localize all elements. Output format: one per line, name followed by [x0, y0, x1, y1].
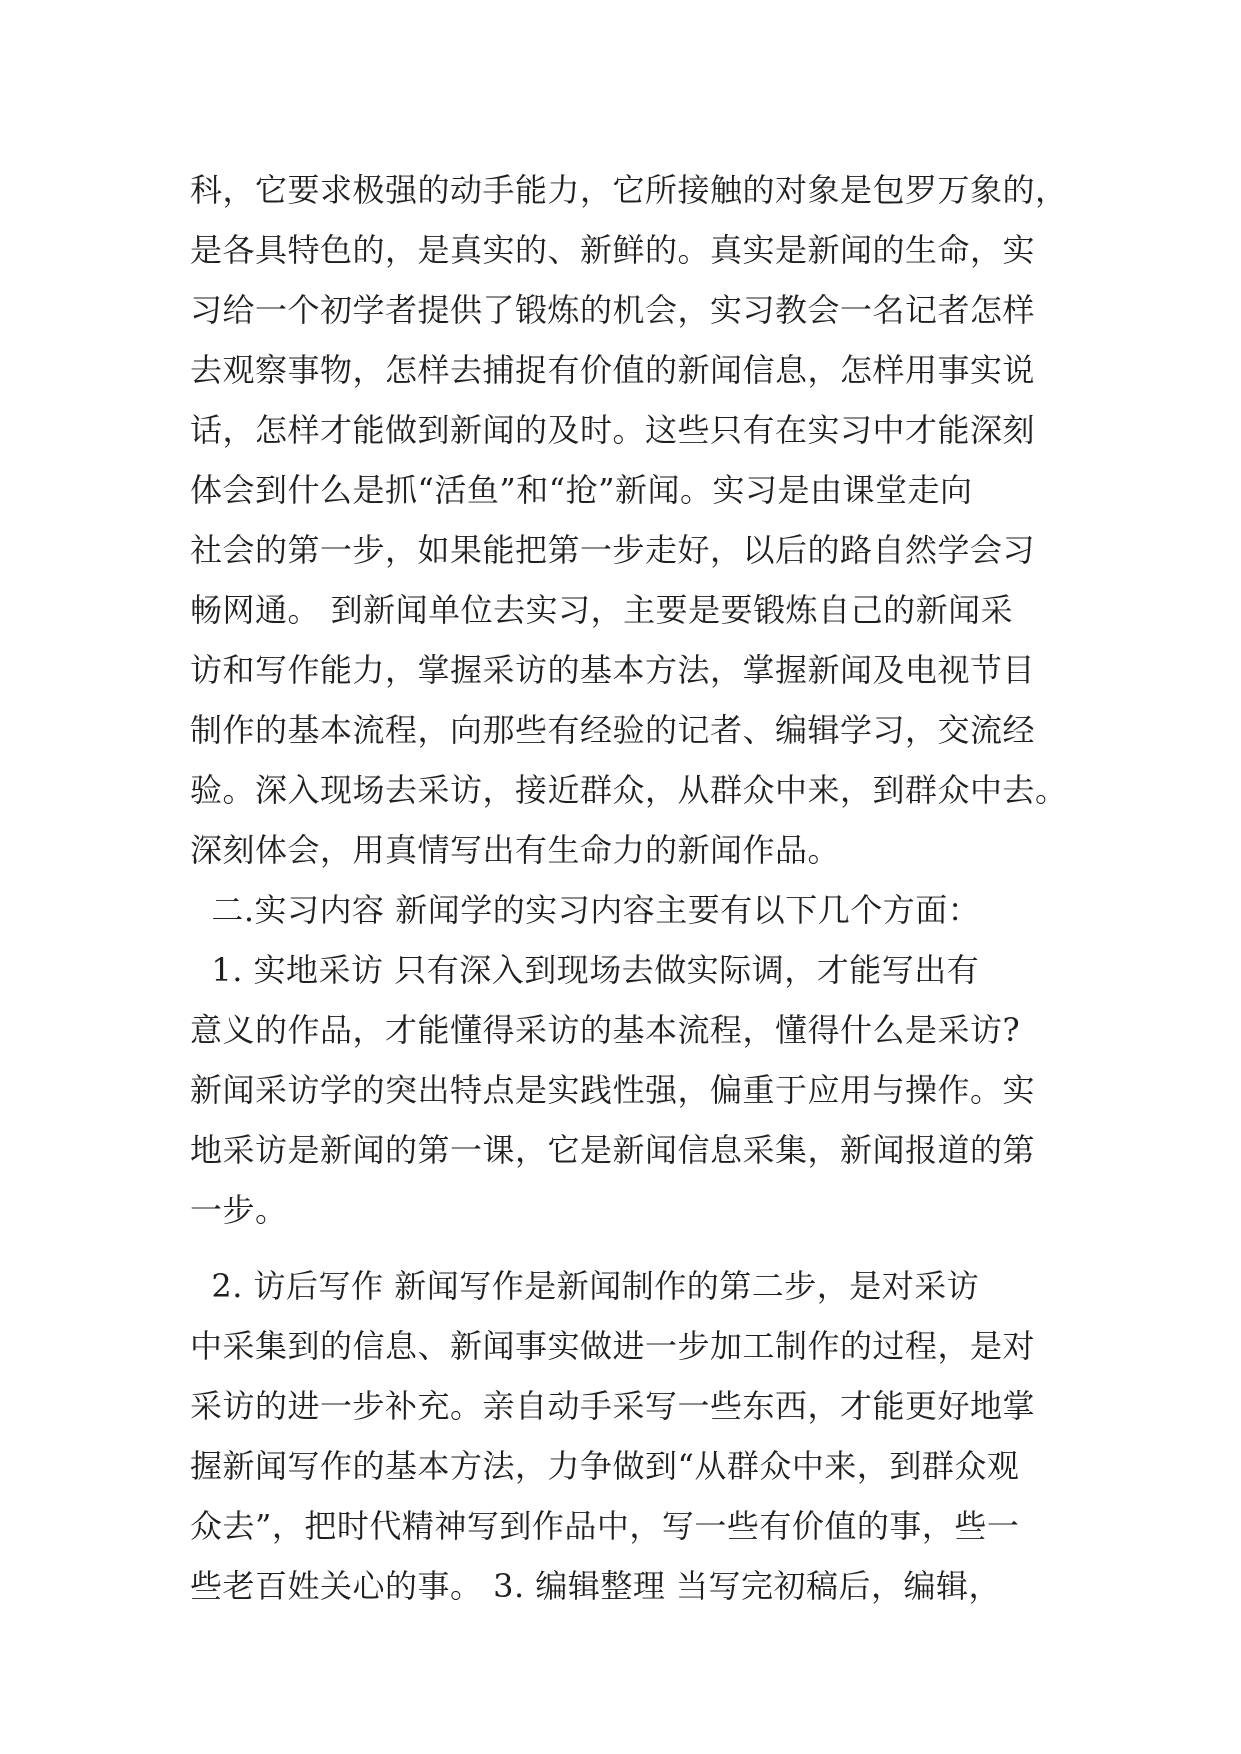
text-line: 社会的第一步，如果能把第一步走好，以后的路自然学会习: [190, 531, 1036, 569]
text-line: 地采访是新闻的第一课，它是新闻信息采集，新闻报道的第: [190, 1131, 1036, 1169]
text-line: 话，怎样才能做到新闻的及时。这些只有在实习中才能深刻: [190, 411, 1036, 449]
text-line: 意义的作品，才能懂得采访的基本流程，懂得什么是采访?: [190, 1011, 1021, 1049]
text-line: 访和写作能力，掌握采访的基本方法，掌握新闻及电视节目: [190, 651, 1036, 689]
list-item-2: 2. 访后写作 新闻写作是新闻制作的第二步，是对采访: [190, 1267, 980, 1305]
text-line: 畅网通。 到新闻单位去实习，主要是要锻炼自己的新闻采: [190, 591, 1014, 629]
text-line: 采访的进一步补充。亲自动手采写一些东西，才能更好地掌: [190, 1387, 1036, 1425]
text-line: 握新闻写作的基本方法，力争做到“从群众中来，到群众观: [190, 1447, 1020, 1485]
text-line: 中采集到的信息、新闻事实做进一步加工制作的过程，是对: [190, 1327, 1036, 1365]
text-line: 科，它要求极强的动手能力，它所接触的对象是包罗万象的，: [190, 171, 1068, 209]
text-line: 习给一个初学者提供了锻炼的机会，实习教会一名记者怎样: [190, 291, 1036, 329]
text-line: 体会到什么是抓“活鱼”和“抢”新闻。实习是由课堂走向: [190, 471, 973, 509]
text-line: 众去”，把时代精神写到作品中，写一些有价值的事，些一: [190, 1507, 1020, 1545]
section-heading: 二.实习内容 新闻学的实习内容主要有以下几个方面：: [190, 891, 981, 929]
text-line: 是各具特色的，是真实的、新鲜的。真实是新闻的生命，实: [190, 231, 1036, 269]
paragraph-gap: [190, 1240, 1060, 1256]
body-text: [190, 160, 1068, 1616]
text-line: 些老百姓关心的事。 3. 编辑整理 当写完初稿后，编辑，: [190, 1567, 1002, 1605]
text-line: 深刻体会，用真情写出有生命力的新闻作品。: [190, 831, 841, 869]
text-line: 新闻采访学的突出特点是实践性强，偏重于应用与操作。实: [190, 1071, 1036, 1109]
text-line: 一步。: [190, 1191, 288, 1229]
text-line: 制作的基本流程，向那些有经验的记者、编辑学习，交流经: [190, 711, 1036, 749]
text-line: 验。深入现场去采访，接近群众，从群众中来，到群众中去。: [190, 771, 1068, 809]
text-line: 去观察事物，怎样去捕捉有价值的新闻信息，怎样用事实说: [190, 351, 1036, 389]
list-item-1: 1. 实地采访 只有深入到现场去做实际调，才能写出有: [190, 951, 980, 989]
